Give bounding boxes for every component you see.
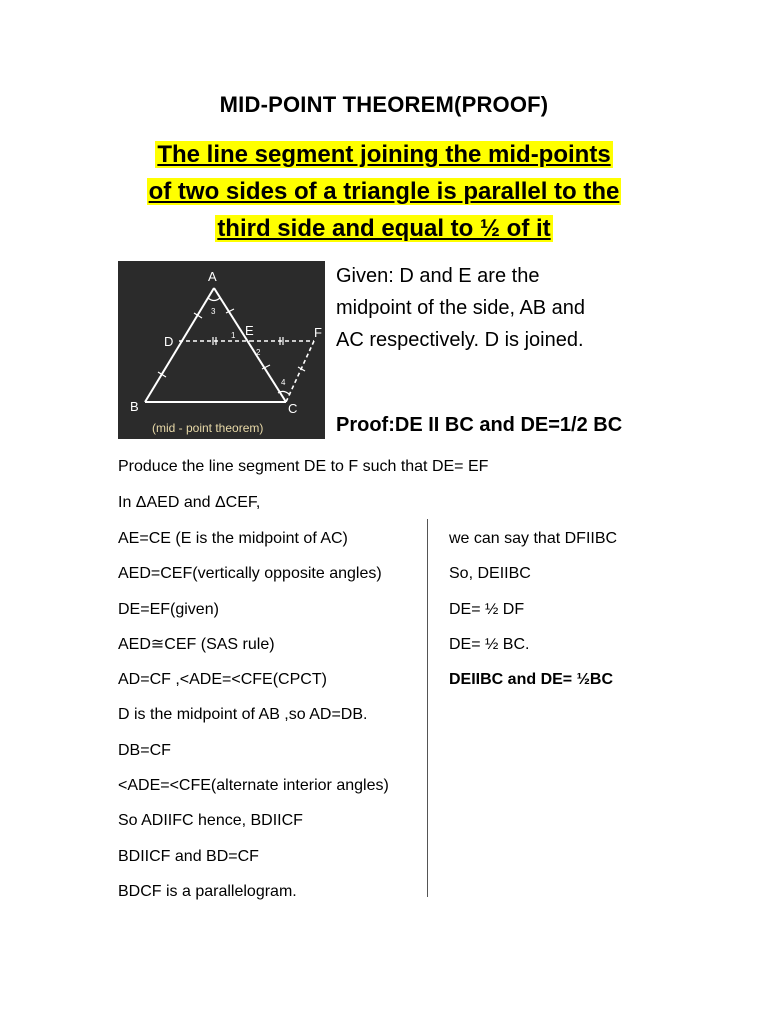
proof-heading: Proof:DE II BC and DE=1/2 BC xyxy=(336,414,623,436)
theorem-line-1: The line segment joining the mid-points xyxy=(157,141,611,168)
proof-step: DB=CF xyxy=(118,741,171,759)
proof-step: DE= ½ BC. xyxy=(449,635,530,653)
proof-step: D is the midpoint of AB ,so AD=DB. xyxy=(118,706,368,724)
angle-label-3: 3 xyxy=(211,307,216,316)
theorem-line-2: of two sides of a triangle is parallel to the xyxy=(148,178,620,205)
column-divider xyxy=(427,519,428,897)
proof-step: BDIICF and BD=CF xyxy=(118,847,259,865)
theorem-statement xyxy=(100,136,668,247)
left-steps xyxy=(118,529,389,917)
proof-step: AD=CF ,<ADE=<CFE(CPCT) xyxy=(118,671,327,689)
label-f: F xyxy=(314,325,322,340)
angle-label-2: 2 xyxy=(256,348,261,357)
figure-caption: (mid - point theorem) xyxy=(152,421,264,435)
intro-line-1: Produce the line segment DE to F such that DE= EF xyxy=(118,458,489,475)
side-ac xyxy=(214,288,286,402)
angle-label-4: 4 xyxy=(281,378,286,387)
given-line-3: AC respectively. D is joined. xyxy=(336,329,584,351)
proof-step: we can say that DFIIBC xyxy=(449,530,618,547)
segment-cf xyxy=(286,341,314,402)
proof-step: So, DEIIBC xyxy=(449,565,531,583)
triangle-diagram xyxy=(118,261,325,439)
given-line-2: midpoint of the side, AB and xyxy=(336,297,586,319)
proof-step: So ADIIFC hence, BDIICF xyxy=(118,812,303,830)
label-a: A xyxy=(208,269,217,284)
intro-line-2: In ΔAED and ΔCEF, xyxy=(118,494,261,511)
conclusion: DEIIBC and DE= ½BC xyxy=(449,671,614,689)
theorem-line-3: third side and equal to ½ of it xyxy=(217,215,551,242)
right-steps xyxy=(449,529,617,705)
page-title: MID-POINT THEOREM(PROOF) xyxy=(219,92,549,117)
proof-step: AED≅CEF (SAS rule) xyxy=(118,635,275,653)
proof-step: AE=CE (E is the midpoint of AC) xyxy=(118,530,348,547)
proof-step: DE= ½ DF xyxy=(449,600,525,618)
label-b: B xyxy=(130,399,139,414)
label-e: E xyxy=(245,323,254,338)
label-c: C xyxy=(288,401,298,416)
proof-step: AED=CEF(vertically opposite angles) xyxy=(118,565,382,583)
given-line-1: Given: D and E are the xyxy=(336,265,540,287)
proof-step: <ADE=<CFE(alternate interior angles) xyxy=(118,777,389,795)
side-ab xyxy=(145,288,214,402)
angle-label-1: 1 xyxy=(231,331,236,340)
proof-step: BDCF is a parallelogram. xyxy=(118,882,297,900)
proof-step: DE=EF(given) xyxy=(118,600,219,618)
given-statement xyxy=(336,260,666,356)
label-d: D xyxy=(164,334,174,349)
